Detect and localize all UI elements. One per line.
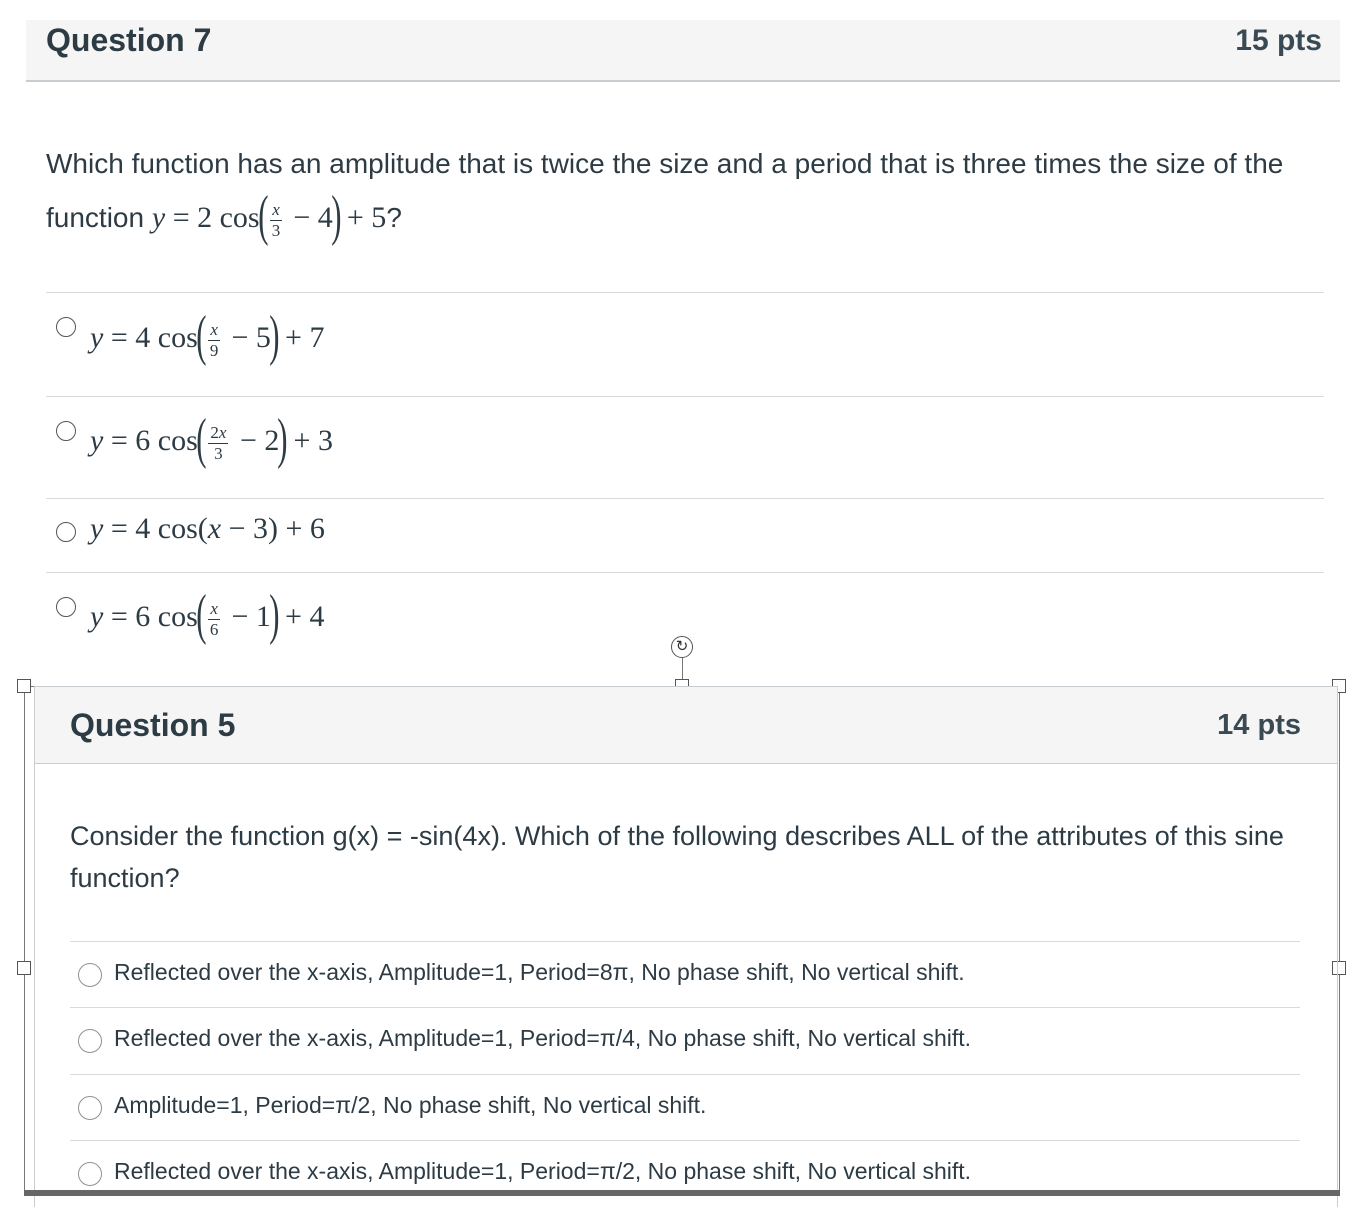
divider [70,1074,1300,1075]
question-7-title: Question 7 [46,22,212,58]
q5-option-c-radio[interactable] [78,1096,102,1120]
divider [46,292,1324,293]
q7-option-a-label[interactable]: y = 4 cos( $\frac{x}{9}$ − 5) + 7 [90,305,325,367]
q5-option-c-label[interactable]: Amplitude=1, Period=π/2, No phase shift, No vertical shift. [114,1092,707,1118]
question-7-points: 15 pts [1235,24,1322,57]
q7-option-b-radio[interactable] [56,421,76,441]
question-7-header [26,20,1340,82]
question-7-prompt-function-word: function [46,202,145,233]
q7-option-d-label[interactable]: y = 6 cos( $\frac{x}{6}$ − 1) + 4 [90,584,325,646]
q7-option-c-radio[interactable] [56,522,76,542]
resize-handle-top-left[interactable] [17,679,31,693]
question-7-prompt [46,137,1336,248]
q5-option-d-label[interactable]: Reflected over the x-axis, Amplitude=1, Period=π/2, No phase shift, No vertical shift. [114,1158,972,1184]
divider [70,941,1300,942]
divider [70,1007,1300,1008]
question-5-title: Question 5 [70,707,236,743]
question-5-card [34,686,1338,1207]
selection-border-left [24,686,25,1196]
q5-option-a-radio[interactable] [78,963,102,987]
q5-option-b-label[interactable]: Reflected over the x-axis, Amplitude=1, Period=π/4, No phase shift, No vertical shift. [114,1025,972,1051]
q7-option-b-label[interactable]: y = 6 cos( $\frac{2x}{3}$ − 2) + 3 [90,408,333,470]
question-5-header [35,687,1337,764]
question-7-prompt-end: ? [386,202,402,233]
q7-option-a-radio[interactable] [56,317,76,337]
rotate-handle-stem [682,658,683,680]
question-5-points: 14 pts [1217,709,1301,741]
question-5-prompt: Consider the function g(x) = -sin(4x). Which of the following describes ALL of the attributes of this sine function? [70,821,1284,893]
divider [46,498,1324,499]
q7-option-d-radio[interactable] [56,597,76,617]
q5-option-a-label[interactable]: Reflected over the x-axis, Amplitude=1, Period=8π, No phase shift, No vertical shift. [114,959,965,985]
question-7-prompt-line1: Which function has an amplitude that is twice the size and a period that is three times the size of the [46,148,1284,179]
q5-option-d-radio[interactable] [78,1162,102,1186]
question-7-function-formula: y = 2 cos( $\frac{x}{3}$ − 4) + 5 [151,185,387,248]
resize-handle-middle-left[interactable] [17,961,31,975]
selection-border-right [1339,686,1340,1196]
bottom-border [24,1190,1340,1196]
q5-option-b-radio[interactable] [78,1029,102,1053]
rotate-icon[interactable]: ↻ [671,636,693,658]
divider [46,396,1324,397]
divider [70,1140,1300,1141]
q7-option-c-label[interactable]: y = 4 cos(x − 3) + 6 [90,512,325,545]
divider [46,572,1324,573]
